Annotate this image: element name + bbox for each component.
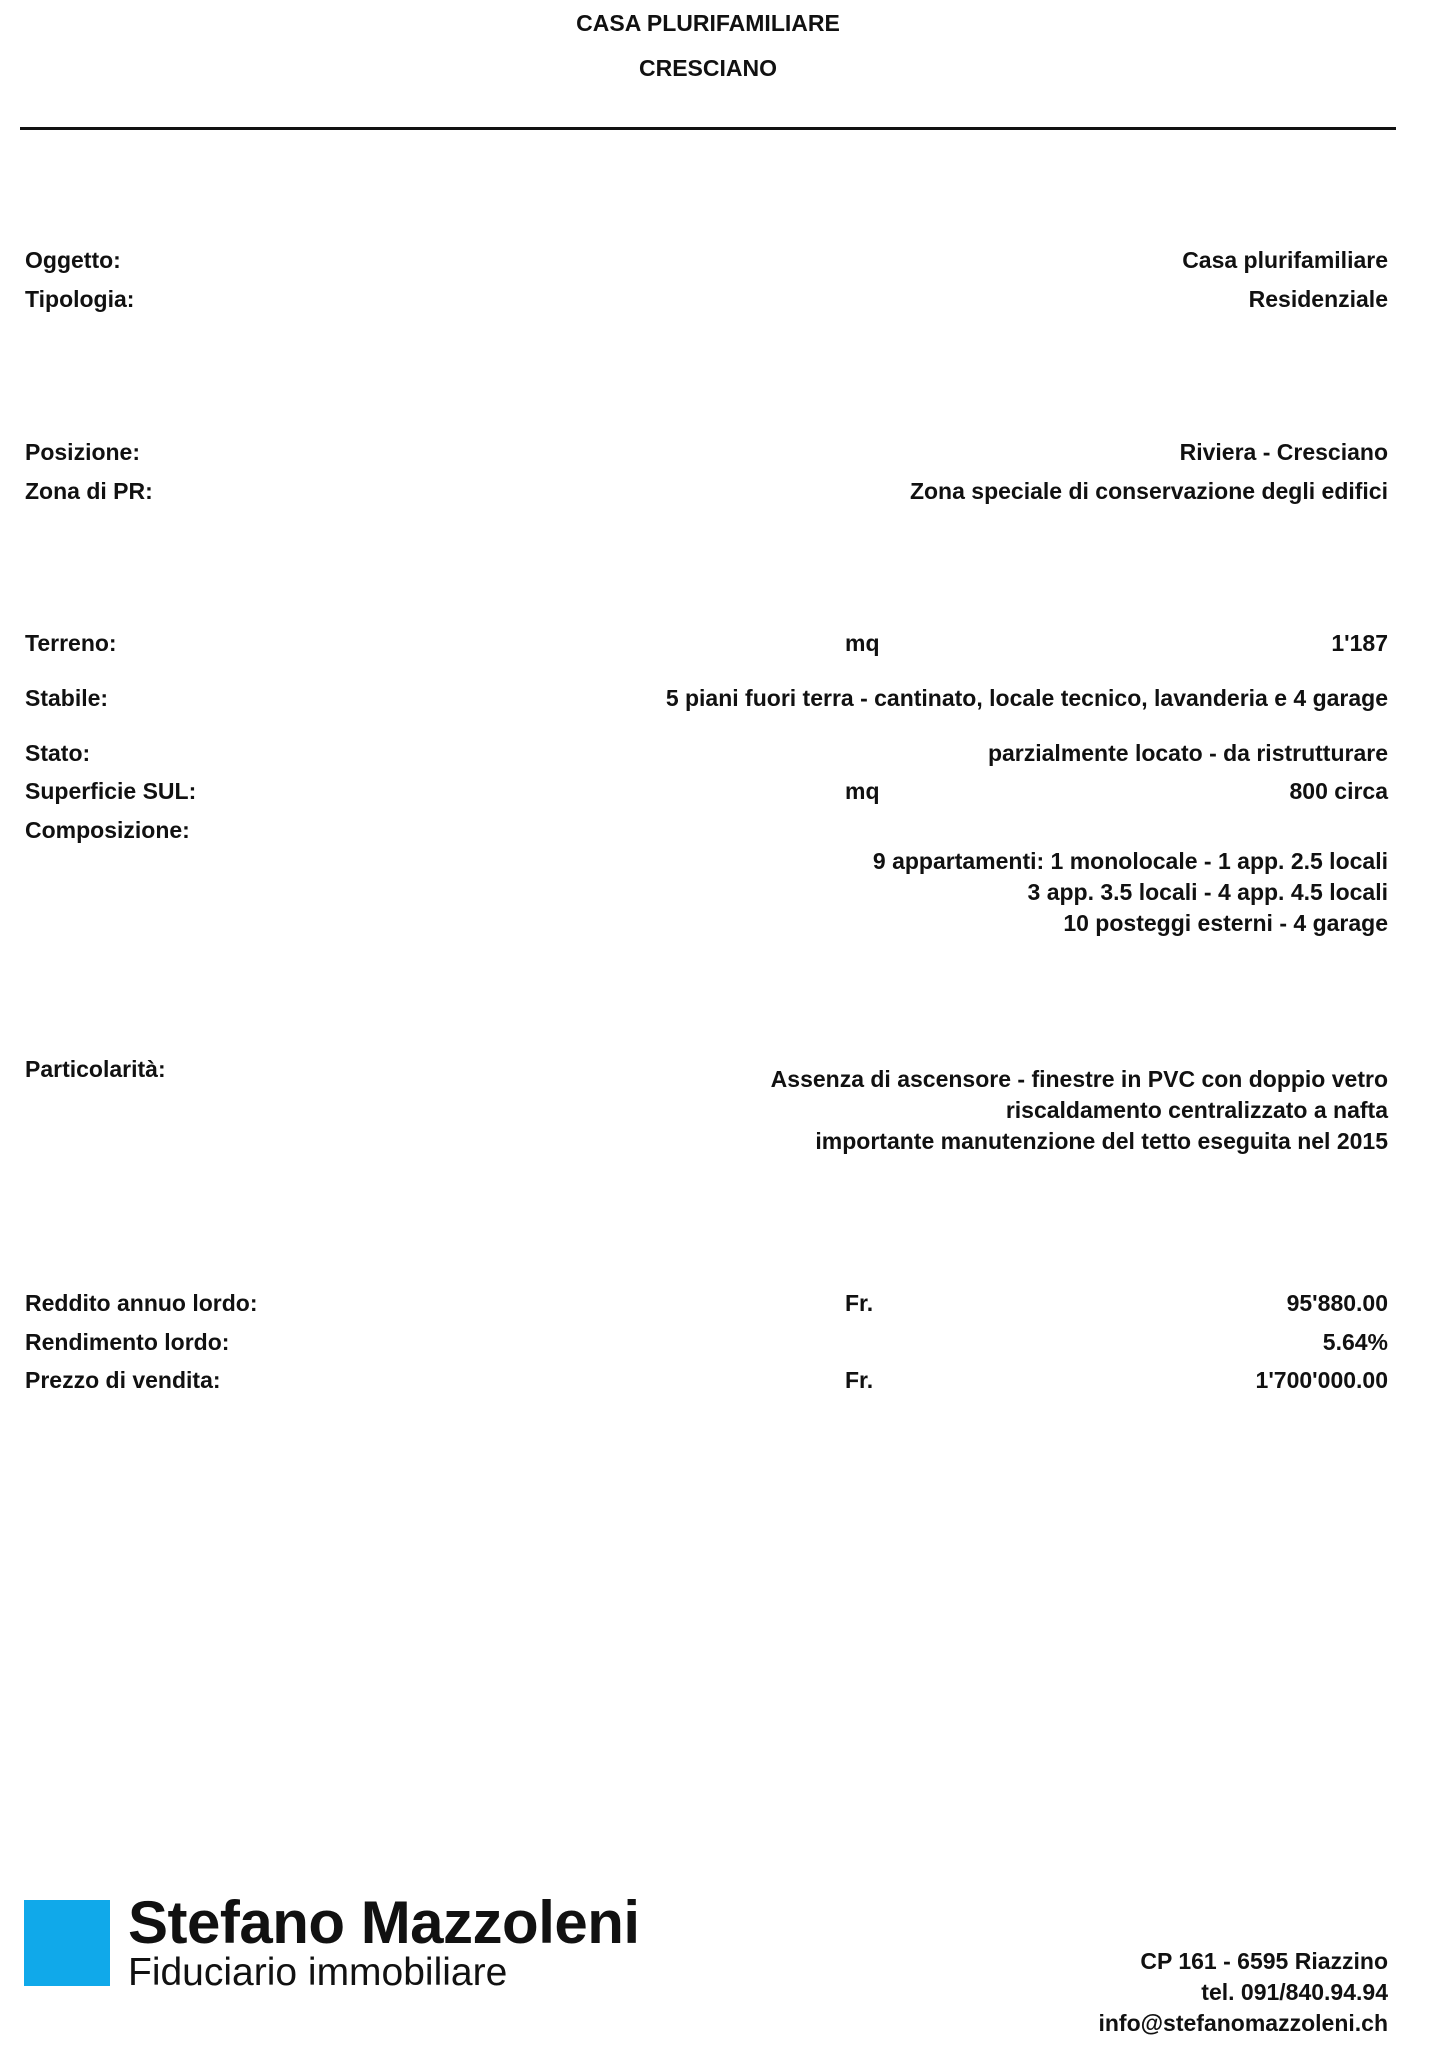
label-superficie: Superficie SUL:: [25, 778, 197, 804]
label-prezzo: Prezzo di vendita:: [25, 1367, 221, 1393]
value-zona-pr: Zona speciale di conservazione degli edifici: [909, 478, 1388, 504]
label-oggetto: Oggetto:: [25, 247, 121, 273]
value-stato: parzialmente locato - da ristrutturare: [987, 740, 1388, 766]
value-prezzo: 1'700'000.00: [1255, 1367, 1388, 1393]
unit-terreno: mq: [845, 630, 880, 656]
particolarita-line: Assenza di ascensore - finestre in PVC con doppio vetro: [770, 1066, 1388, 1092]
value-tipologia: Residenziale: [1248, 286, 1388, 312]
value-reddito: 95'880.00: [1286, 1290, 1388, 1316]
label-reddito: Reddito annuo lordo:: [25, 1290, 258, 1316]
contact-phone: tel. 091/840.94.94: [1201, 1979, 1388, 2005]
label-zona-pr: Zona di PR:: [25, 478, 153, 504]
header-divider: [20, 127, 1396, 130]
composizione-line: 10 posteggi esterni - 4 garage: [1063, 910, 1388, 936]
contact-email: info@stefanomazzoleni.ch: [1098, 2010, 1388, 2036]
composizione-line: 3 app. 3.5 locali - 4 app. 4.5 locali: [1027, 879, 1388, 905]
brand-logo-square: [24, 1900, 110, 1986]
value-oggetto: Casa plurifamiliare: [1182, 247, 1388, 273]
composizione-line: 9 appartamenti: 1 monolocale - 1 app. 2.5 locali: [872, 848, 1388, 874]
label-posizione: Posizione:: [25, 439, 141, 465]
value-stabile: 5 piani fuori terra - cantinato, locale tecnico, lavanderia e 4 garage: [665, 685, 1388, 711]
document-subtitle: CRESCIANO: [638, 55, 777, 81]
unit-reddito: Fr.: [845, 1290, 874, 1316]
label-tipologia: Tipologia:: [25, 286, 135, 312]
label-terreno: Terreno:: [25, 630, 117, 656]
label-composizione: Composizione:: [25, 817, 190, 843]
label-rendimento: Rendimento lordo:: [25, 1329, 230, 1355]
document-title: CASA PLURIFAMILIARE: [576, 10, 840, 36]
contact-address: CP 161 - 6595 Riazzino: [1140, 1948, 1388, 1974]
label-particolarita: Particolarità:: [25, 1056, 166, 1082]
unit-superficie: mq: [845, 778, 880, 804]
value-posizione: Riviera - Cresciano: [1179, 439, 1388, 465]
brand-subtitle: Fiduciario immobiliare: [128, 1951, 508, 1994]
value-terreno: 1'187: [1331, 630, 1388, 656]
unit-prezzo: Fr.: [845, 1367, 874, 1393]
value-superficie: 800 circa: [1289, 778, 1388, 804]
brand-name: Stefano Mazzoleni: [128, 1889, 640, 1956]
label-stabile: Stabile:: [25, 685, 109, 711]
particolarita-line: importante manutenzione del tetto eseguita nel 2015: [815, 1128, 1388, 1154]
value-rendimento: 5.64%: [1322, 1329, 1388, 1355]
label-stato: Stato:: [25, 740, 91, 766]
particolarita-line: riscaldamento centralizzato a nafta: [1005, 1097, 1388, 1123]
contact-block: [1098, 1946, 1388, 2039]
